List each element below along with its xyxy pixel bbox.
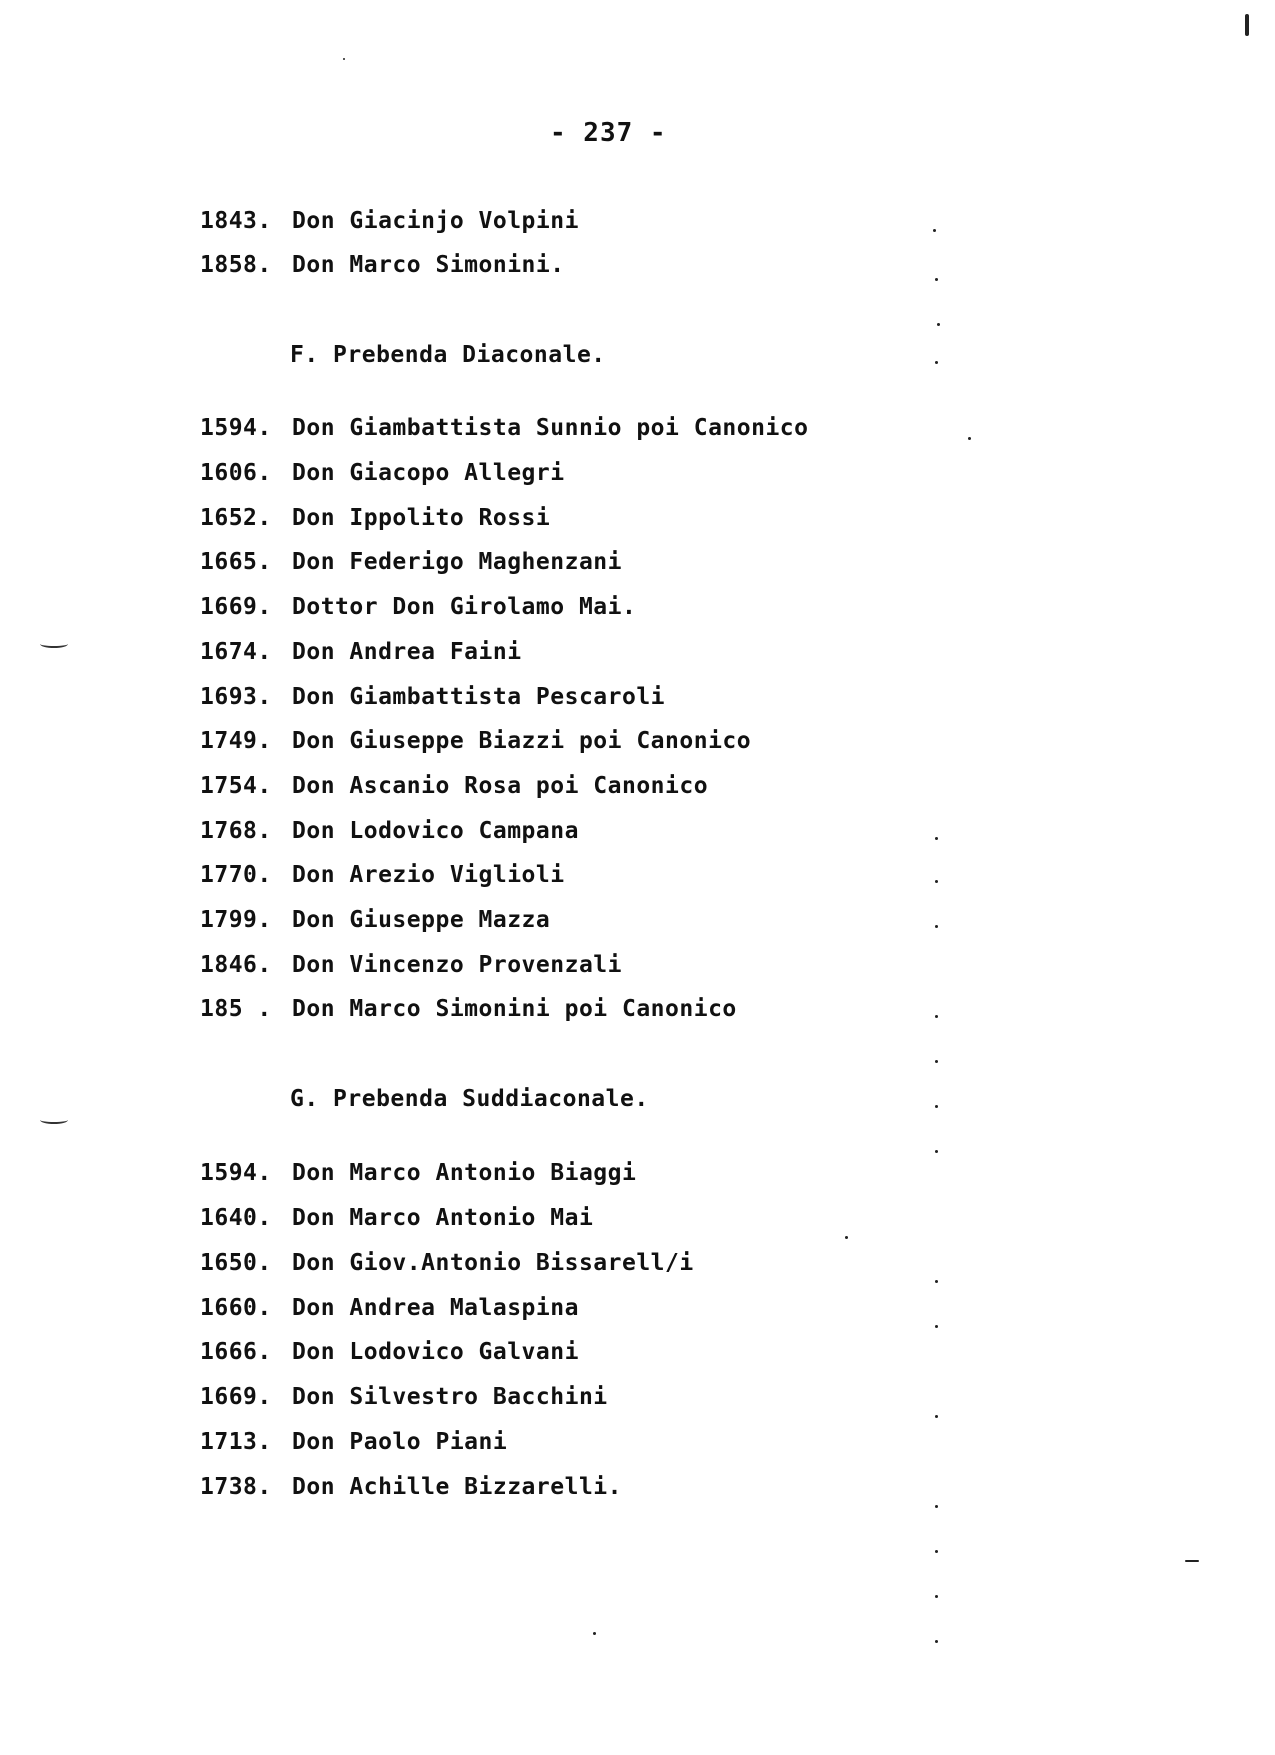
entry-year: 1674. [200, 639, 272, 665]
scan-speck [935, 1105, 938, 1108]
scan-speck [935, 1550, 938, 1553]
entry-year: 1799. [200, 907, 272, 933]
entry-year: 1768. [200, 818, 272, 844]
scan-speck [935, 1015, 938, 1018]
scan-speck [343, 58, 345, 60]
scan-speck [935, 278, 938, 281]
entry-name: Don Giambattista Sunnio poi Canonico [292, 415, 809, 441]
scan-speck [935, 880, 938, 883]
entry-year: 1652. [200, 505, 272, 531]
entry-name: Don Andrea Malaspina [292, 1295, 579, 1321]
entry-name: Dottor Don Girolamo Mai. [292, 594, 637, 620]
list-item [200, 594, 636, 620]
entry-name: Don Giov.Antonio Bissarell/i [292, 1250, 694, 1276]
list-item [200, 996, 737, 1022]
section-heading: G. Prebenda Suddiaconale. [290, 1086, 649, 1112]
entry-name: Don Andrea Faini [292, 639, 522, 665]
list-item [200, 862, 565, 888]
entry-year: 1665. [200, 549, 272, 575]
entry-year: 1858. [200, 252, 272, 278]
list-item [200, 505, 550, 531]
entry-year: 1660. [200, 1295, 272, 1321]
entry-name: Don Lodovico Campana [292, 818, 579, 844]
entry-name: Don Ippolito Rossi [292, 505, 551, 531]
entry-year: 1669. [200, 594, 272, 620]
entry-year: 1754. [200, 773, 272, 799]
scan-speck [593, 1632, 596, 1635]
entry-year: 1606. [200, 460, 272, 486]
page-number: - 237 - [550, 118, 667, 148]
entry-name: Don Paolo Piani [292, 1429, 508, 1455]
entry-name: Don Vincenzo Provenzali [292, 952, 622, 978]
list-item [200, 208, 579, 234]
entry-year: 1594. [200, 1160, 272, 1186]
entry-year: 1669. [200, 1384, 272, 1410]
entry-name: Don Giacinjo Volpini [292, 208, 579, 234]
entry-name: Don Marco Antonio Mai [292, 1205, 594, 1231]
entry-name: Don Marco Simonini. [292, 252, 565, 278]
list-item [200, 1295, 579, 1321]
scan-speck [935, 1150, 938, 1153]
entry-year: 1640. [200, 1205, 272, 1231]
scan-speck [968, 437, 971, 440]
entry-year: 1666. [200, 1339, 272, 1365]
list-item [200, 415, 809, 441]
scan-speck [935, 1325, 938, 1328]
scan-speck [845, 1236, 848, 1239]
entry-year: 1713. [200, 1429, 272, 1455]
entry-name: Don Federigo Maghenzani [292, 549, 622, 575]
scan-speck [935, 837, 938, 840]
scan-mark [40, 1116, 68, 1124]
list-item [200, 1205, 593, 1231]
entry-year: 1843. [200, 208, 272, 234]
entry-name: Don Lodovico Galvani [292, 1339, 579, 1365]
entry-name: Don Achille Bizzarelli. [292, 1474, 622, 1500]
section-heading: F. Prebenda Diaconale. [290, 342, 606, 368]
list-item [200, 773, 708, 799]
entry-year: 1749. [200, 728, 272, 754]
list-item [200, 728, 751, 754]
list-item [200, 818, 579, 844]
entry-name: Don Giacopo Allegri [292, 460, 565, 486]
scan-speck [937, 323, 940, 326]
scan-speck [935, 1505, 938, 1508]
list-item [200, 1160, 636, 1186]
list-item [200, 252, 565, 278]
scan-speck [935, 1595, 938, 1598]
entry-year: 1693. [200, 684, 272, 710]
list-item [200, 1339, 579, 1365]
entry-name: Don Giambattista Pescaroli [292, 684, 666, 710]
scan-speck [935, 925, 938, 928]
list-item [200, 1474, 622, 1500]
entry-year: 1594. [200, 415, 272, 441]
list-item [200, 460, 565, 486]
entry-year: 1650. [200, 1250, 272, 1276]
entry-year: 1846. [200, 952, 272, 978]
entry-name: Don Giuseppe Mazza [292, 907, 551, 933]
scan-speck [935, 1280, 938, 1283]
list-item [200, 1384, 608, 1410]
list-item [200, 549, 622, 575]
list-item [200, 952, 622, 978]
entry-name: Don Silvestro Bacchini [292, 1384, 608, 1410]
entry-year: 185 . [200, 996, 272, 1022]
scan-speck [935, 1415, 938, 1418]
entry-year: 1738. [200, 1474, 272, 1500]
entry-name: Don Ascanio Rosa poi Canonico [292, 773, 709, 799]
entry-name: Don Marco Simonini poi Canonico [292, 996, 737, 1022]
list-item [200, 907, 550, 933]
scan-mark [40, 640, 68, 648]
scan-speck [935, 361, 938, 364]
scan-speck [1185, 1560, 1199, 1562]
scan-speck [1245, 14, 1249, 36]
list-item [200, 1429, 507, 1455]
entry-name: Don Marco Antonio Biaggi [292, 1160, 637, 1186]
entry-year: 1770. [200, 862, 272, 888]
scan-speck [935, 1640, 938, 1643]
scan-speck [933, 229, 936, 232]
list-item [200, 684, 665, 710]
list-item [200, 639, 522, 665]
entry-name: Don Arezio Viglioli [292, 862, 565, 888]
list-item [200, 1250, 694, 1276]
entry-name: Don Giuseppe Biazzi poi Canonico [292, 728, 752, 754]
scan-speck [935, 1060, 938, 1063]
